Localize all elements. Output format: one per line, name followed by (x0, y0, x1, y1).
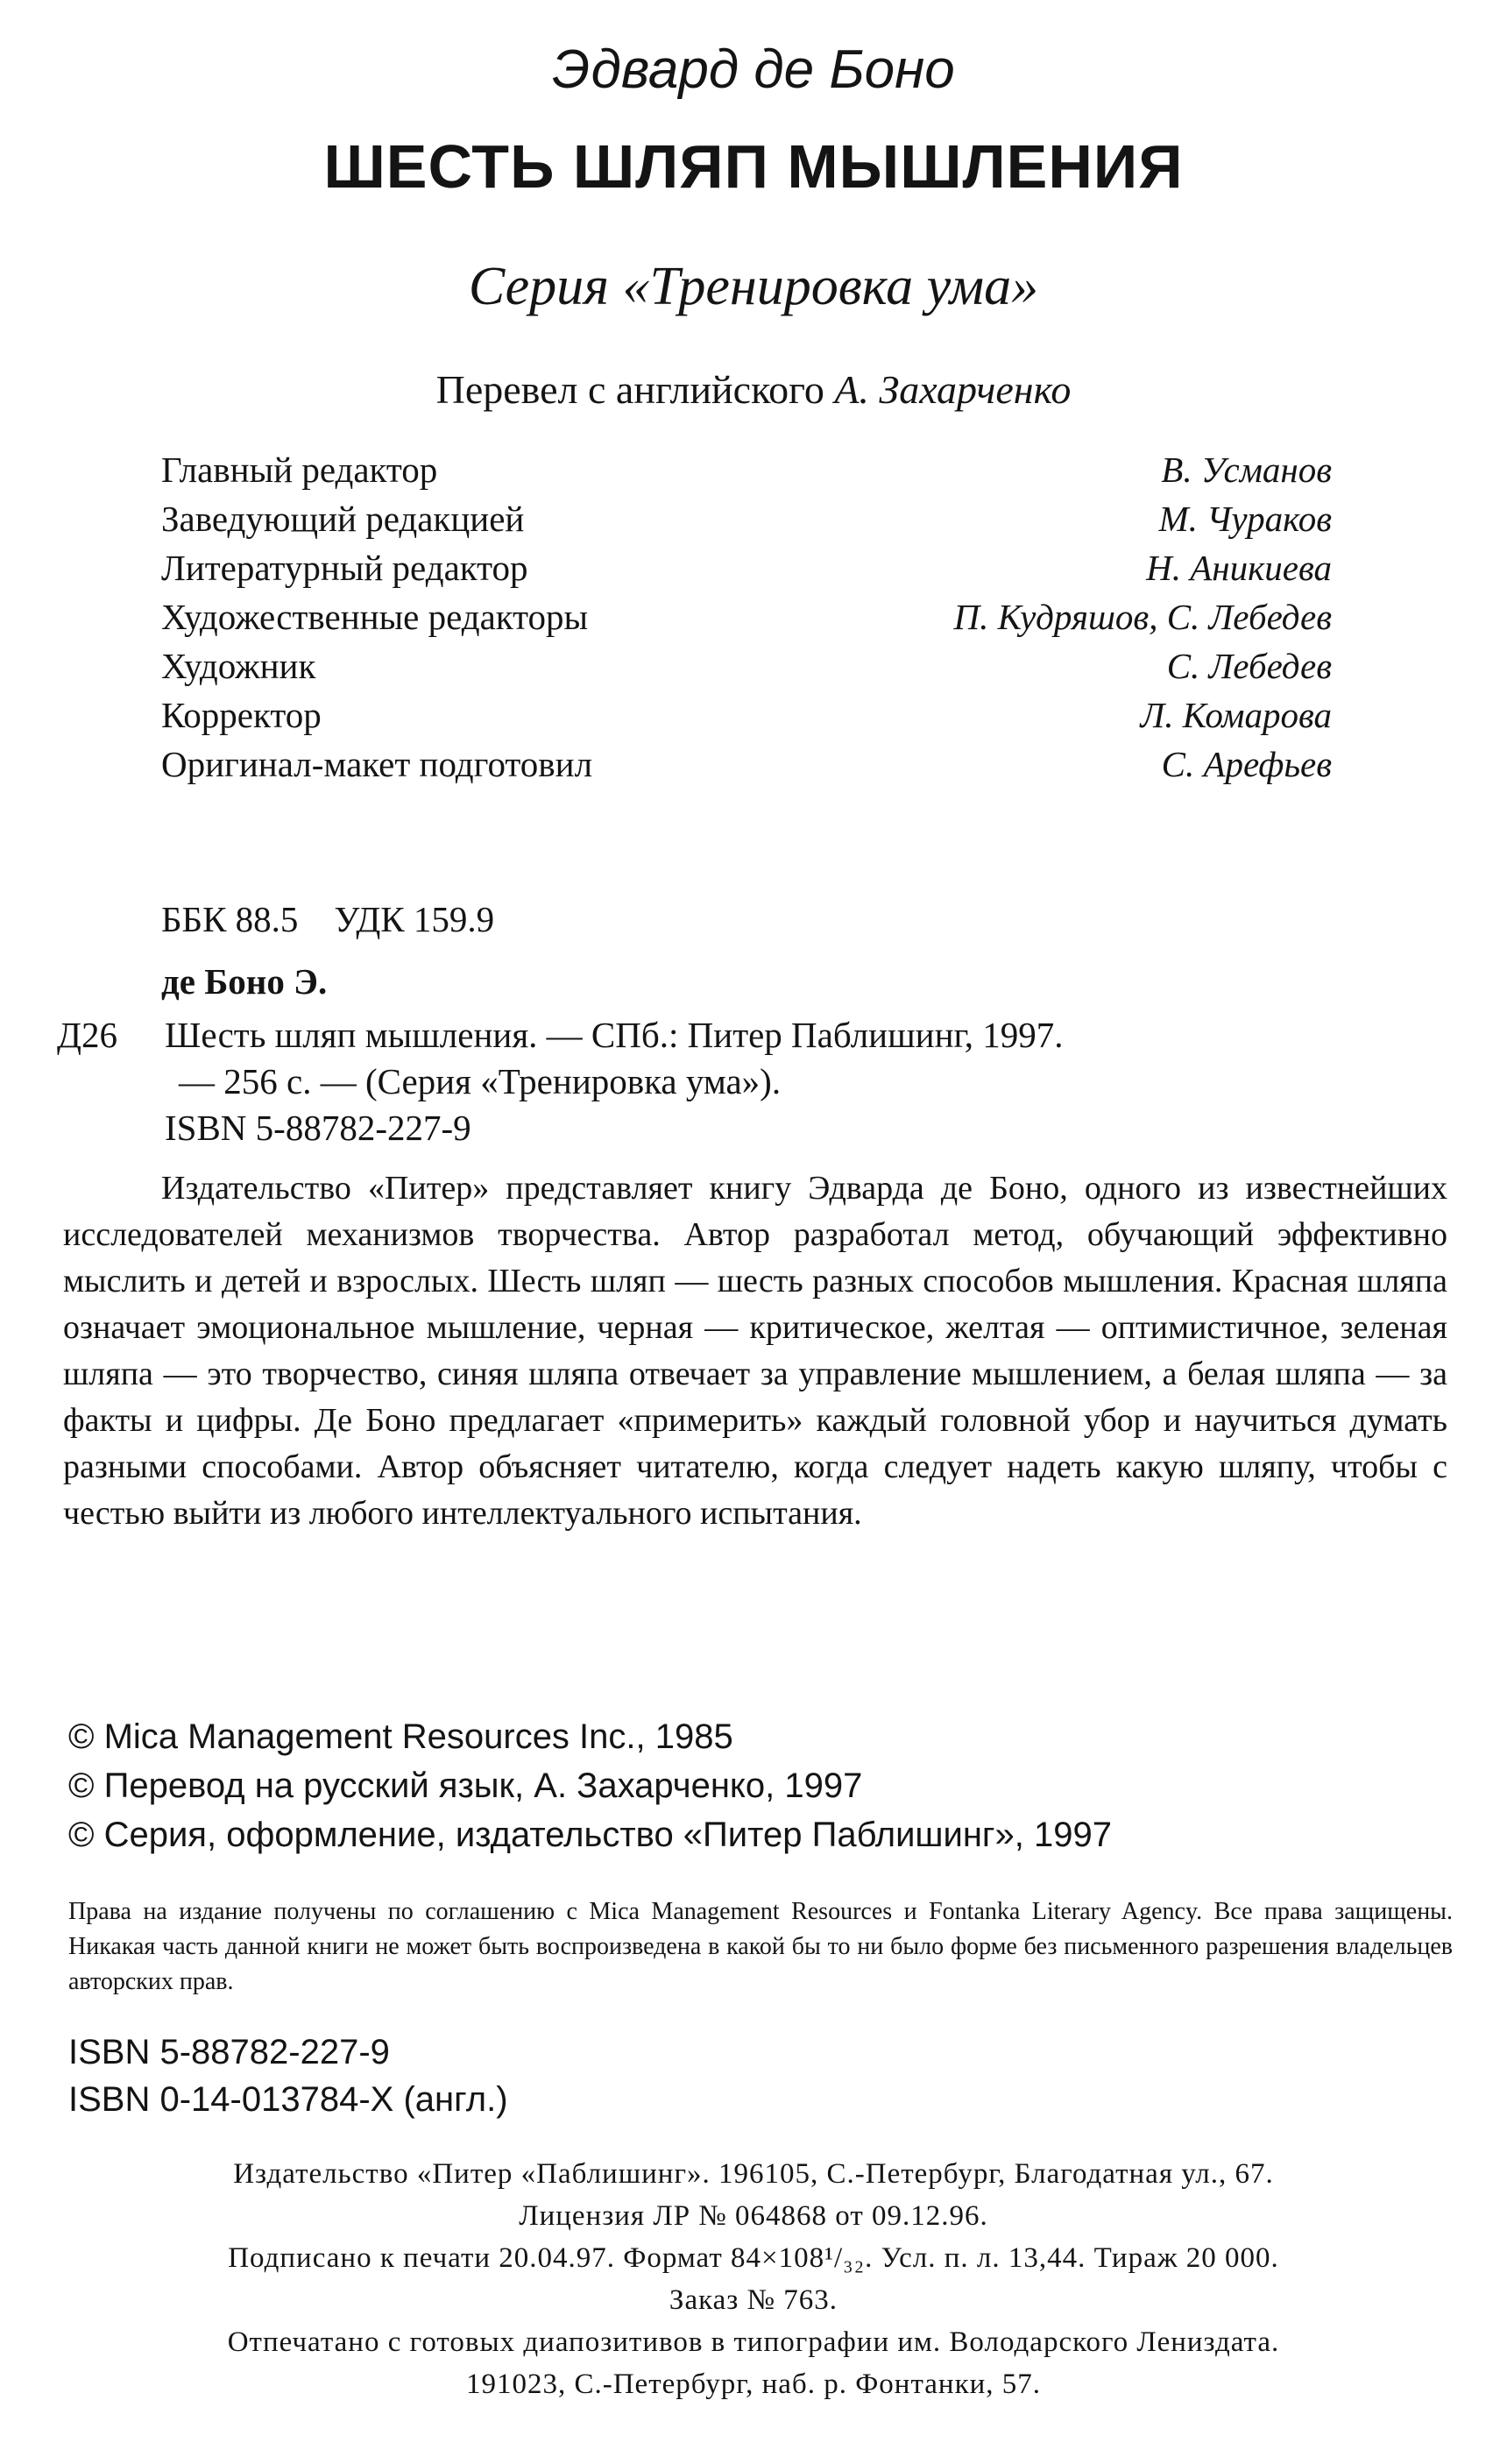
publisher-imprint (0, 2153, 1507, 2405)
isbn-line: ISBN 5-88782-227-9 (68, 2033, 390, 2071)
credit-name: Л. Комарова (1140, 695, 1332, 735)
credit-role: Корректор (161, 695, 322, 735)
imprint-line: 191023, С.-Петербург, наб. р. Фонтанки, 57. (465, 2368, 1042, 2400)
credit-row (161, 645, 1332, 694)
credit-role: Литературный редактор (161, 548, 528, 588)
credit-row (161, 596, 1332, 645)
credit-name: М. Чураков (1158, 499, 1332, 539)
credit-role: Заведующий редакцией (161, 499, 525, 539)
book-author: Эдвард де Боно (552, 39, 955, 100)
bibliography-line-2: — 256 с. — (Серия «Тренировка ума»). (179, 1061, 782, 1101)
credit-role: Главный редактор (161, 450, 438, 490)
copyright-line: © Серия, оформление, издательство «Питер Паблишинг», 1997 (68, 1816, 1112, 1854)
imprint-line: Отпечатано с готовых диапозитивов в типографии им. Володарского Лениздата. (227, 2326, 1280, 2358)
credit-role: Оригинал-макет подготовил (161, 744, 593, 784)
imprint-line: Издательство «Питер «Паблишинг». 196105, С.-Петербург, Благодатная ул., 67. (233, 2158, 1274, 2190)
credit-name: Н. Аникиева (1146, 548, 1332, 588)
credit-role: Художник (161, 646, 316, 686)
credit-row (161, 694, 1332, 743)
credit-role: Художественные редакторы (161, 597, 589, 637)
classification-codes: ББК 88.5 УДК 159.9 (161, 899, 495, 939)
copyright-line: © Mica Management Resources Inc., 1985 (68, 1717, 733, 1756)
bibliography-isbn: ISBN 5-88782-227-9 (165, 1108, 471, 1148)
credit-name: П. Кудряшов, С. Лебедев (953, 597, 1332, 637)
credit-name: В. Усманов (1161, 450, 1332, 490)
bibliography-line-1: Шесть шляп мышления. — СПб.: Питер Паблишинг, 1997. (165, 1015, 1064, 1055)
book-title: ШЕСТЬ ШЛЯП МЫШЛЕНИЯ (323, 132, 1184, 201)
credit-name: С. Арефьев (1161, 744, 1332, 784)
book-abstract (63, 1165, 1447, 1537)
editorial-credits (161, 449, 1332, 792)
imprint-line: Подписано к печати 20.04.97. Формат 84×108¹/₃₂. Усл. п. л. 13,44. Тираж 20 000. (228, 2242, 1279, 2274)
credit-row (161, 498, 1332, 547)
translator-prefix: Перевел с английского (435, 367, 824, 412)
rights-notice: Права на издание получены по соглашению с Mica Management Resources и Fontanka Literary Agency. Все права защищены. Никакая часть данной книги не может быть воспроизведена в какой бы то ни было форме без письменного разрешения владельцев авторских прав. (68, 1898, 1453, 1995)
series-name: Серия «Тренировка ума» (468, 257, 1039, 316)
bibliography-code: Д26 (57, 1015, 117, 1055)
credit-row (161, 743, 1332, 792)
credit-row (161, 449, 1332, 498)
copyright-block (68, 1717, 1112, 1865)
bibliography-author: де Боно Э. (161, 961, 328, 1002)
imprint-line: Заказ № 763. (669, 2284, 838, 2316)
imprint-line: Лицензия ЛР № 064868 от 09.12.96. (519, 2200, 988, 2232)
isbn-line: ISBN 0-14-013784-X (англ.) (68, 2080, 508, 2119)
credit-name: С. Лебедев (1166, 646, 1332, 686)
translator-line (0, 366, 1507, 413)
credit-row (161, 547, 1332, 596)
copyright-line: © Перевод на русский язык, А. Захарченко, 1997 (68, 1767, 863, 1805)
abstract-text: Издательство «Питер» представляет книгу Эдварда де Боно, одного из известнейших исследователей механизмов творчества. Автор разработал метод, обучающий эффективно мыслить и детей и взрослых. Шесть шляп — шесть разных способов мышления. Красная шляпа означает эмоциональное мышление, черная — критическое, желтая — оптимистичное, зеленая шляпа — это творчество, синяя шляпа отвечает за управление мышлением, а белая шляпа — за факты и цифры. Де Боно предлагает «примерить» каждый головной убор и научиться думать разными способами. Автор объясняет читателю, когда следует надеть какую шляпу, чтобы с честью выйти из любого интеллектуального испытания. (63, 1170, 1447, 1532)
translator-name: А. Захарченко (834, 367, 1072, 412)
isbn-block (68, 2033, 508, 2128)
